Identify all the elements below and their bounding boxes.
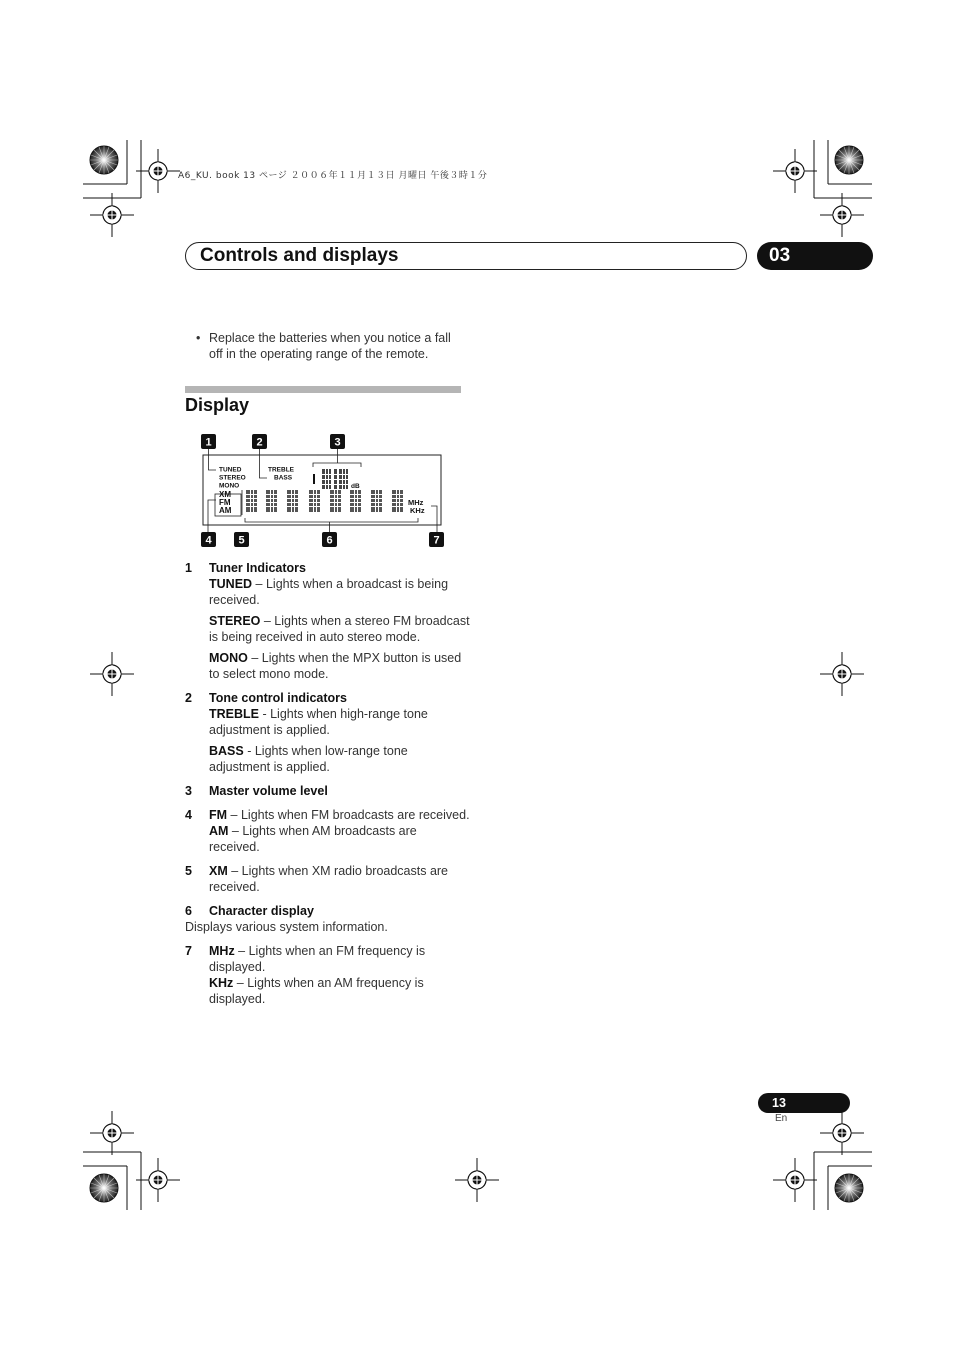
page-number: 13 (772, 1096, 786, 1110)
page-language: En (775, 1113, 788, 1124)
bullet-dot: • (196, 331, 201, 345)
item-text: – Lights when an AM frequency is displayed. (209, 976, 424, 1006)
callout-5-number: 5 (238, 534, 245, 547)
item-heading: Tuner Indicators (209, 561, 307, 575)
item-term: MONO (209, 651, 248, 665)
callout-1-number: 1 (205, 436, 212, 449)
item-paragraph (209, 943, 470, 975)
item-text: – Lights when a broadcast is being received. (209, 577, 449, 607)
item-paragraph (209, 706, 470, 738)
item-term: AM (209, 824, 229, 838)
section-title: Display (185, 395, 250, 415)
callout-6 (322, 532, 337, 547)
callout-4 (201, 532, 216, 547)
display-item-list (185, 560, 470, 1015)
list-item (185, 807, 470, 855)
list-item (185, 783, 470, 799)
khz-label: KHz (410, 506, 425, 515)
bullet-list (196, 330, 466, 362)
item-paragraph (209, 863, 470, 895)
item-term: STEREO (209, 614, 261, 628)
item-number: 2 (185, 691, 192, 705)
callout-3 (330, 434, 345, 449)
item-paragraph (209, 576, 470, 608)
list-item (185, 690, 470, 775)
item-number: 1 (185, 561, 192, 575)
fm-label: FM (219, 498, 231, 507)
item-paragraph (209, 650, 470, 682)
db-label: dB (351, 483, 360, 490)
callout-5 (234, 532, 249, 547)
bass-label: BASS (274, 474, 293, 482)
callout-2 (252, 434, 267, 449)
item-text: – Lights when a stereo FM broadcast is being received in auto stereo mode. (209, 614, 470, 644)
callout-4-number: 4 (205, 534, 212, 547)
callout-1 (201, 434, 216, 449)
item-term: XM (209, 864, 228, 878)
item-number: 6 (185, 904, 192, 918)
item-term: TREBLE (209, 707, 259, 721)
list-item (185, 943, 470, 1007)
callout-7 (429, 532, 444, 547)
character-display (246, 490, 403, 512)
item-number: 5 (185, 864, 192, 878)
bullet-text: Replace the batteries when you notice a fall off in the operating range of the remote. (209, 331, 451, 361)
callout-6-number: 6 (326, 534, 333, 547)
item-text: - Lights when low-range tone adjustment is applied. (209, 744, 408, 774)
item-text: - Lights when high-range tone adjustment is applied. (209, 707, 428, 737)
item-text: – Lights when FM broadcasts are received. (227, 808, 470, 822)
treble-label: TREBLE (268, 466, 294, 474)
display-diagram (185, 430, 447, 550)
item-paragraph (209, 823, 470, 855)
item-term: FM (209, 808, 228, 822)
section-rule (185, 386, 461, 393)
item-heading: Character display (209, 904, 314, 918)
tuned-label: TUNED (219, 466, 242, 474)
item-term: MHz (209, 944, 235, 958)
item-paragraph (209, 975, 470, 1007)
list-item (185, 560, 470, 682)
stereo-label: STEREO (219, 474, 246, 482)
item-paragraph (209, 613, 470, 645)
callout-2-number: 2 (256, 436, 263, 449)
item-description: Displays various system information. (185, 920, 388, 934)
item-number: 4 (185, 808, 192, 822)
print-header: A6_KU. book 13 ページ ２００６年１１月１３日 月曜日 午後３時１分 (178, 171, 488, 181)
list-item (185, 863, 470, 895)
item-heading: Master volume level (209, 784, 328, 798)
item-term: KHz (209, 976, 234, 990)
item-paragraph (209, 743, 470, 775)
item-term: BASS (209, 744, 244, 758)
item-number: 7 (185, 944, 192, 958)
item-text: – Lights when an FM frequency is displayed. (209, 944, 426, 974)
am-label: AM (219, 506, 232, 515)
chapter-title: Controls and displays (200, 245, 399, 266)
item-text: – Lights when the MPX button is used to select mono mode. (209, 651, 462, 681)
callout-3-number: 3 (334, 436, 341, 449)
callout-7-number: 7 (433, 534, 440, 547)
item-paragraph (209, 807, 470, 823)
item-heading: Tone control indicators (209, 691, 347, 705)
xm-label: XM (219, 490, 231, 499)
item-number: 3 (185, 784, 192, 798)
item-term: TUNED (209, 577, 253, 591)
mono-label: MONO (219, 482, 240, 490)
item-text: – Lights when AM broadcasts are received. (209, 824, 417, 854)
item-text: – Lights when XM radio broadcasts are received. (209, 864, 449, 894)
list-item (185, 903, 470, 935)
mhz-label: MHz (408, 498, 424, 507)
chapter-number: 03 (769, 245, 791, 266)
